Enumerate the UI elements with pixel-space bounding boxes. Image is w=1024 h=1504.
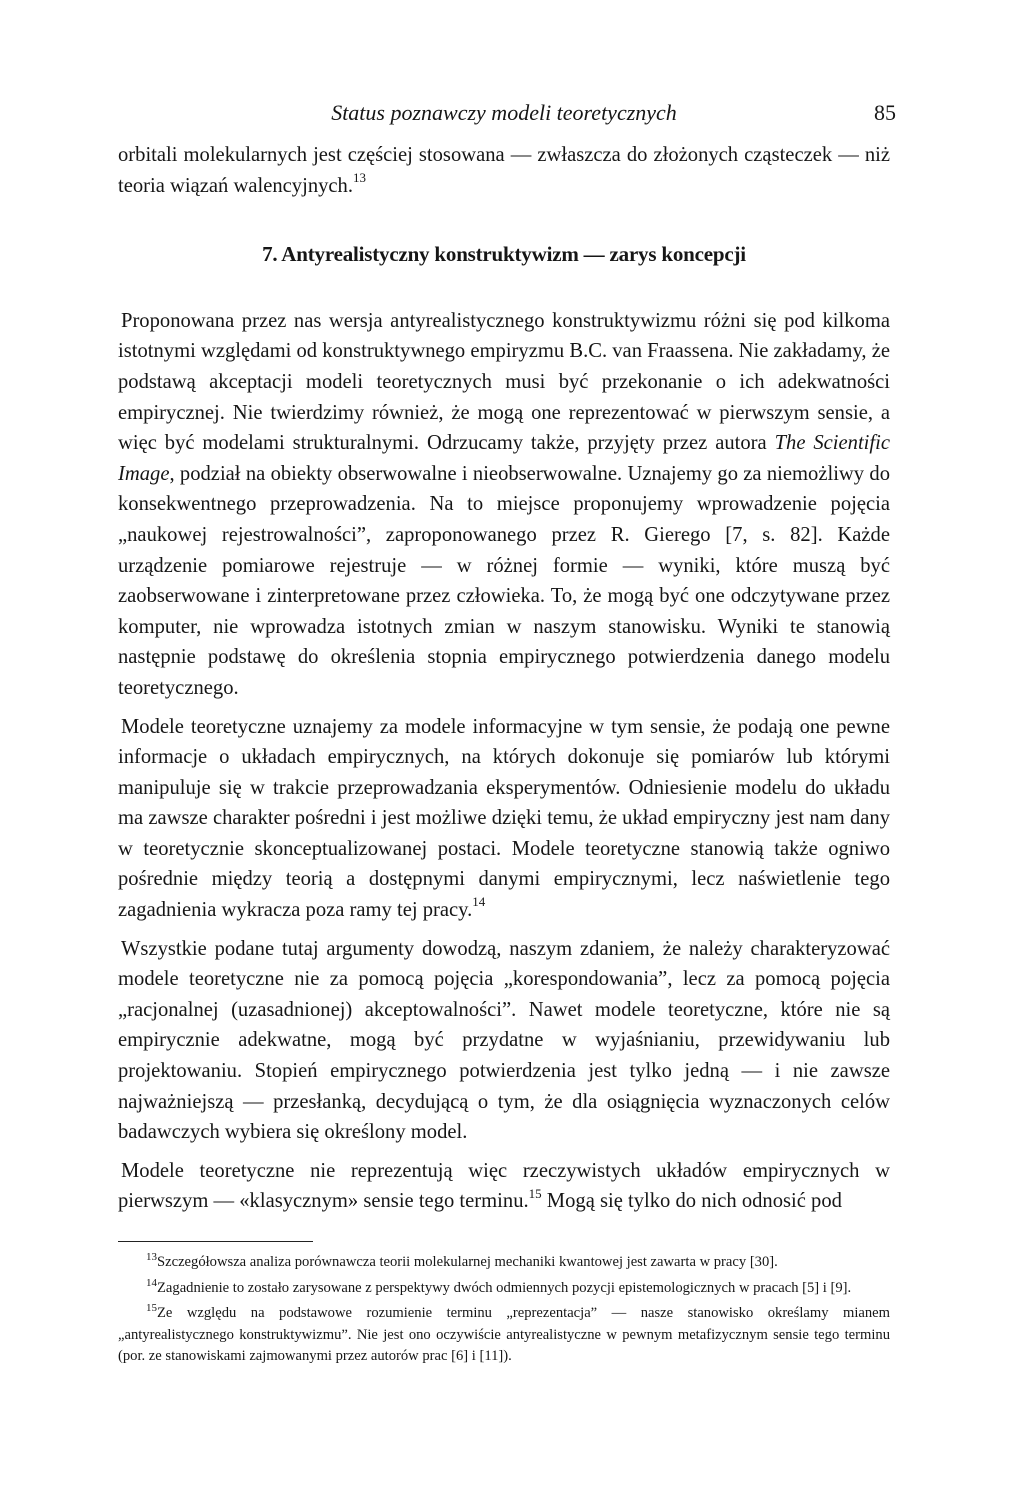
footnote-13-text: Szczegółowsza analiza porównawcza teorii molekularnej mechaniki kwantowej jest zawarta w pracy [30]. [157, 1254, 778, 1270]
page-number: 85 [874, 100, 896, 125]
body-text [118, 140, 890, 1217]
footnote-15 [118, 1303, 890, 1368]
book-page [118, 100, 896, 1372]
footnote-ref-13[interactable]: 13 [353, 169, 366, 185]
footnotes [118, 1252, 890, 1368]
paragraph-3 [118, 934, 890, 1148]
paragraph-2-text: Modele teoretyczne uznajemy za modele informacyjne w tym sensie, że podają one pewne informacje o układach empirycznych, na których dokonuje się pomiarów lub którymi manipuluje się w trakcie przeprowadzania eksperymentów. Odniesienie modelu do układu ma zawsze charakter pośredni i jest możliwe dzięki temu, że układ empiryczny jest nam dany w teoretycznie skonceptualizowanej postaci. Modele teoretyczne stanowią także ogniwo pośrednie między teorią a dostępnymi danymi empirycznymi, lecz naświetlenie tego zagadnienia wykracza poza ramy tej pracy. [118, 715, 890, 922]
paragraph-4 [118, 1156, 890, 1217]
book-title: The Scientific Image [118, 432, 890, 485]
paragraph-3-text: Wszystkie podane tutaj argumenty dowodzą, naszym zdaniem, że należy charakteryzować modele teoretyczne nie za pomocą pojęcia „korespondowania”, lecz za pomocą pojęcia „racjonalnej (uzasadnionej) akceptowalności”. Nawet modele teoretyczne, które nie są empirycznie adekwatne, mogą być przydatne w wyjaśnianiu, przewidywaniu lub projektowaniu. Stopień empirycznego potwierdzenia jest tylko jedną — i nie zawsze najważniejszą — przesłanką, decydującą o tym, że dla osiągnięcia wyznaczonych celów badawczych wybiera się określony model. [118, 937, 890, 1144]
paragraph-2 [118, 712, 890, 926]
footnote-14-number: 14 [146, 1276, 157, 1289]
intro-paragraph-text: orbitali molekularnych jest częściej stosowana — zwłaszcza do złożonych cząsteczek — niż teoria wiązań walencyjnych. [118, 144, 890, 197]
section-heading: 7. Antyrealistyczny konstruktywizm — zarys koncepcji [262, 242, 746, 267]
paragraph-1-part2: , podział na obiekty obserwowalne i nieobserwowalne. Uznajemy go za niemożliwy do konsekwentnego przeprowadzenia. Na to miejsce proponujemy wprowadzenie pojęcia „naukowej rejestrowalności”, zaproponowanego przez R. Gierego [7, s. 82]. Każde urządzenie pomiarowe rejestruje — w różnej formie — wyniki, które muszą być zaobserwowane i zinterpretowane przez człowieka. To, że mogą być one odczytywane przez komputer, nie wprowadza istotnych zmian w naszym stanowisku. Wyniki te stanowią następnie podstawę do określenia stopnia empirycznego potwierdzenia danego modelu teoretycznego. [118, 462, 890, 699]
paragraph-1-part1: Proponowana przez nas wersja antyrealistycznego konstruktywizmu różni się pod kilkoma istotnymi względami od konstruktywnego empiryzmu B.C. van Fraassena. Nie zakładamy, że podstawą akceptacji modeli teoretycznych musi być przekonanie o ich adekwatności empirycznej. Nie twierdzimy również, że mogą one reprezentować w pierwszym sensie, a więc być modelami strukturalnymi. Odrzucamy także, przyjęty przez autora [118, 309, 890, 455]
footnote-15-text: Ze względu na podstawowe rozumienie terminu „reprezentacja” — nasze stanowisko określamy mianem „antyrealistycznego konstruktywizmu”. Nie jest ono oczywiście antyrealistyczne w pewnym metafizycznym sensie tego terminu (por. ze stanowiskami zajmowanymi przez autorów prac [6] i [11]). [118, 1305, 890, 1364]
footnote-ref-15[interactable]: 15 [528, 1185, 542, 1201]
footnote-13 [118, 1252, 890, 1274]
intro-paragraph [118, 140, 890, 201]
paragraph-4-part2: Mogą się tylko do nich odnosić pod [541, 1190, 842, 1213]
footnote-14 [118, 1278, 890, 1300]
running-title: Status poznawczy modeli teoretycznych [331, 100, 677, 125]
footnote-15-number: 15 [146, 1302, 157, 1315]
footnote-divider [118, 1241, 313, 1242]
footnote-13-number: 13 [146, 1251, 157, 1264]
paragraph-1 [118, 306, 890, 704]
footnote-ref-14[interactable]: 14 [472, 894, 486, 910]
paragraph-4-part1: Modele teoretyczne nie reprezentują więc rzeczywistych układów empirycznych w pierwszym — «klasycznym» sensie tego terminu. [118, 1159, 890, 1213]
footnote-14-text: Zagadnienie to zostało zarysowane z perspektywy dwóch odmiennych pozycji epistemologicznych w pracach [5] i [9]. [157, 1279, 852, 1296]
running-header [118, 100, 896, 140]
